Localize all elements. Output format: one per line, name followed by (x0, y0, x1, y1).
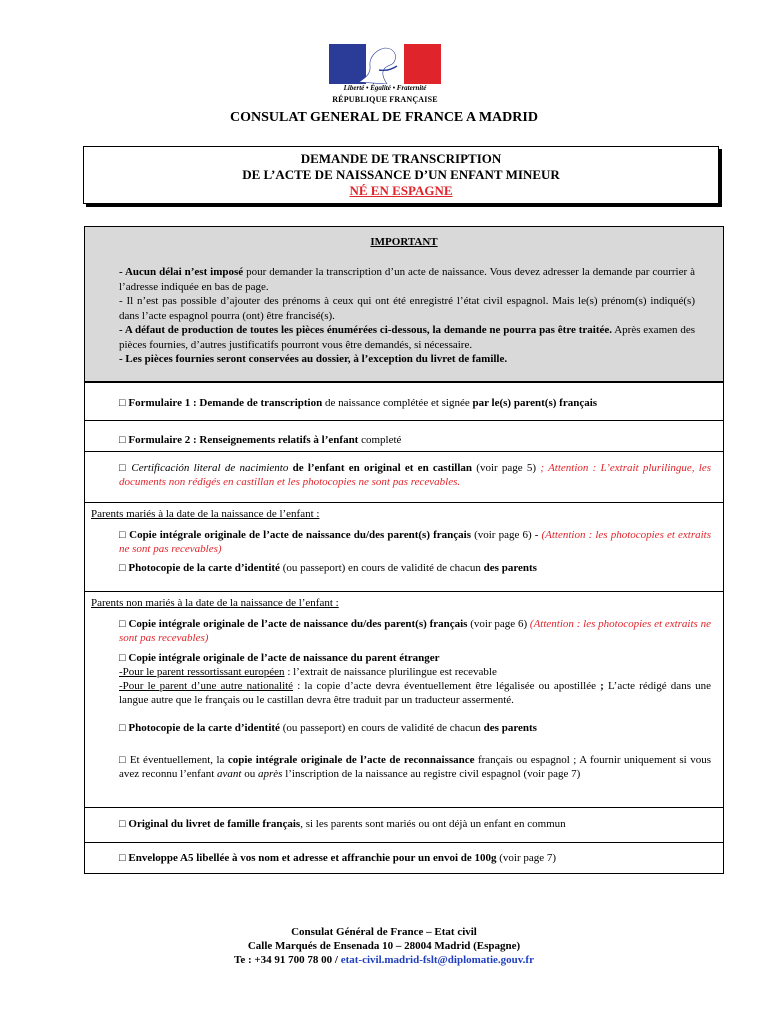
title-line-3: NÉ EN ESPAGNE (349, 183, 453, 198)
married-id-item: □ Photocopie de la carte d’identité (ou passeport) en cours de validité de chacun des parents (119, 562, 537, 574)
checklist-row-certification (85, 451, 723, 502)
logo-motto: Liberté • Égalité • Fraternité (343, 84, 427, 92)
footer-contact (0, 953, 768, 967)
logo-republic: RÉPUBLIQUE FRANÇAISE (332, 95, 438, 104)
checkbox-icon[interactable]: □ (119, 722, 126, 734)
notice-first-names: - Il n’est pas possible d’ajouter des prénoms à ceux qui ont été enregistré l’état civil espagnol. Mais le(s) prénom(s) indiqué(s) dans l’acte espagnol pourra (ont) être francisé(s). (119, 295, 695, 322)
consulate-title: CONSULAT GENERAL DE FRANCE A MADRID (230, 110, 538, 125)
livret-item: □ Original du livret de famille français, si les parents sont mariés ou ont déjà un enfant en commun (119, 818, 566, 830)
checkbox-icon[interactable]: □ (119, 852, 126, 864)
form2-item: □ Formulaire 2 : Renseignements relatifs à l’enfant completé (119, 434, 402, 446)
checkbox-icon[interactable]: □ (119, 434, 126, 446)
european-parent-note: -Pour le parent ressortissant européen : l’extrait de naissance plurilingue est recevable (119, 666, 497, 678)
footer-address (0, 925, 768, 967)
unmarried-parents-heading: Parents non mariés à la date de la naissance de l’enfant : (91, 597, 339, 609)
envelope-item: □ Enveloppe A5 libellée à vos nom et adresse et affranchie pour un envoi de 100g (voir page 7) (119, 852, 557, 864)
foreign-parent-copy: □ Copie intégrale originale de l’acte de naissance du parent étranger (119, 652, 440, 664)
checkbox-icon[interactable]: □ (119, 652, 126, 664)
unmarried-copy-item: □ Copie intégrale originale de l’acte de naissance du/des parent(s) français (voir page 6) (Attention : les photocopies et extraits ne sont pas recevables) (119, 618, 711, 644)
title-line-2: DE L’ACTE DE NAISSANCE D’UN ENFANT MINEUR (242, 167, 560, 182)
footer-line-1: Consulat Général de France – Etat civil (291, 926, 477, 938)
checklist-row-livret (85, 807, 723, 842)
marianne-flag-icon (329, 44, 441, 84)
form1-item: □ Formulaire 1 : Demande de transcription de naissance complétée et signée par le(s) parent(s) français (119, 397, 598, 409)
republique-francaise-logo (328, 44, 442, 106)
checkbox-icon[interactable]: □ (119, 562, 126, 574)
checkbox-icon[interactable]: □ (119, 529, 127, 541)
checkbox-icon[interactable]: □ (119, 618, 126, 630)
checklist-row-form1 (85, 383, 723, 420)
notice-retention: - Les pièces fournies seront conservées au dossier, à l’exception du livret de famille. (119, 353, 508, 365)
footer-phone: Te : +34 91 700 78 00 / (234, 954, 341, 966)
checkbox-icon[interactable]: □ (119, 818, 126, 830)
married-parents-heading: Parents mariés à la date de la naissance de l’enfant : (91, 508, 320, 520)
checklist-row-envelope (85, 842, 723, 873)
married-parents-section (85, 502, 723, 591)
title-line-1: DEMANDE DE TRANSCRIPTION (300, 151, 502, 166)
notice-missing-documents: - A défaut de production de toutes les pièces énumérées ci-dessous, la demande ne pourra pas être traitée. Après examen des pièces fournies, d’autres justificatifs pourront vous être demandés, si nécessaire. (119, 324, 695, 351)
notice-delay: - Aucun délai n’est imposé pour demander la transcription d’un acte de naissance. Vous devez adresser la demande par courrier à l’adresse indiquée en bas de page. (119, 266, 695, 293)
important-notice (84, 226, 724, 382)
documents-checklist (84, 382, 724, 874)
checkbox-icon[interactable]: □ (119, 397, 126, 409)
important-body (119, 265, 695, 367)
married-copy-item: □ Copie intégrale originale de l’acte de naissance du/des parent(s) français (voir page 6) - (Attention : les photocopies et extraits ne sont pas recevables) (119, 529, 711, 555)
document-title-box (83, 146, 719, 204)
checklist-row-form2 (85, 420, 723, 451)
foreign-parent-item (119, 651, 711, 707)
unmarried-id-item: □ Photocopie de la carte d’identité (ou passeport) en cours de validité de chacun des parents (119, 722, 537, 734)
other-nationality-note: -Pour le parent d’une autre nationalité : la copie d’acte devra éventuellement être légalisée ou apostillée ; L’acte rédigé dans une langue autre que le français ou le castillan devra être traduit par un traducteur assermenté. (119, 680, 712, 706)
recognition-item: □ Et éventuellement, la copie intégrale originale de l’acte de reconnaissance français ou espagnol ; A fournir uniquement si vous avez reconnu l’enfant avant ou après l’inscription de la naissance au registre civil espagnol (voir page 7) (119, 754, 711, 780)
checkbox-icon[interactable]: □ (119, 754, 127, 766)
footer-line-2: Calle Marqués de Ensenada 10 – 28004 Madrid (Espagne) (247, 940, 521, 952)
important-heading: IMPORTANT (370, 236, 438, 248)
unmarried-parents-section (85, 591, 723, 807)
checkbox-icon[interactable]: □ (119, 462, 128, 474)
footer-email-link[interactable]: etat-civil.madrid-fslt@diplomatie.gouv.fr (340, 954, 534, 966)
certification-item: □ Certificación literal de nacimiento de l’enfant en original et en castillan (voir page 5) ; Attention : L’extrait plurilingue, les documents non rédigés en castillan et les photocopies ne sont pas recevables. (119, 462, 711, 488)
